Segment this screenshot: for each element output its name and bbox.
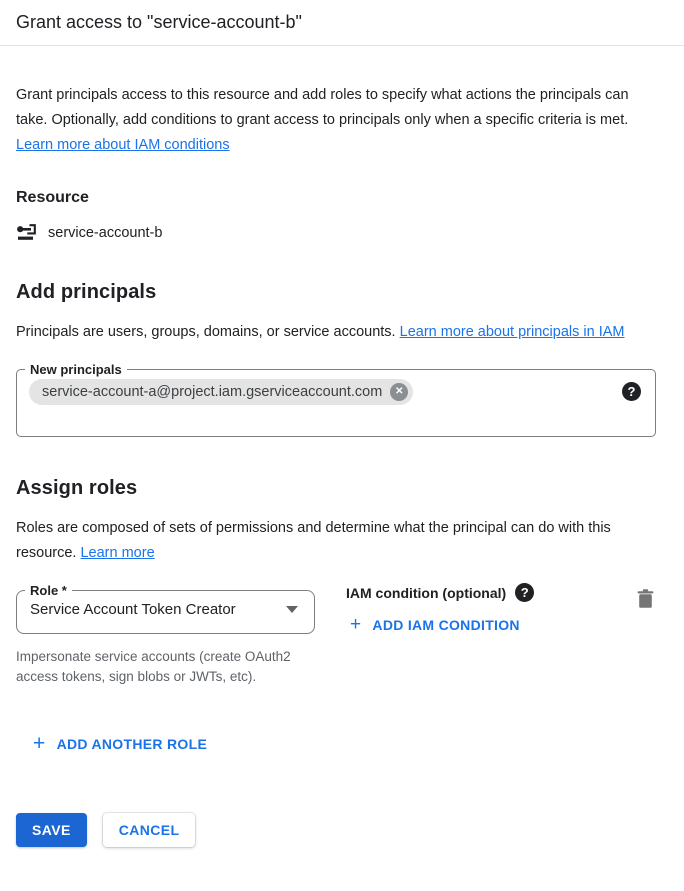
dialog-body xyxy=(0,83,684,847)
assign-roles-heading: Assign roles xyxy=(16,477,138,499)
plus-icon: + xyxy=(350,614,362,635)
add-principals-text: Principals are users, groups, domains, or service accounts. xyxy=(16,324,400,340)
learn-more-principals-link[interactable]: Learn more about principals in IAM xyxy=(399,324,625,340)
dialog-header xyxy=(0,0,684,46)
learn-more-roles-link[interactable]: Learn more xyxy=(80,545,155,561)
learn-more-iam-conditions-link[interactable]: Learn more about IAM conditions xyxy=(16,137,230,153)
cancel-button[interactable]: CANCEL xyxy=(103,813,196,847)
role-column xyxy=(16,583,315,687)
assign-roles-text: Roles are composed of sets of permissions and determine what the principal can do with this resource. xyxy=(16,520,611,561)
chevron-down-icon[interactable] xyxy=(286,606,298,613)
plus-icon: + xyxy=(33,732,46,755)
add-another-role-label: ADD ANOTHER ROLE xyxy=(56,735,208,752)
resource-row xyxy=(16,224,656,241)
add-iam-condition-label: ADD IAM CONDITION xyxy=(372,616,520,633)
trash-icon xyxy=(637,589,654,609)
service-account-icon xyxy=(16,224,37,241)
intro-paragraph xyxy=(16,83,656,158)
principals-help-icon[interactable]: ? xyxy=(622,382,641,401)
chip-remove-icon[interactable]: ✕ xyxy=(390,383,408,401)
role-selected-value: Service Account Token Creator xyxy=(30,601,236,618)
new-principals-label: New principals xyxy=(30,362,122,377)
delete-role-button[interactable] xyxy=(635,587,656,615)
add-another-role-button[interactable] xyxy=(33,733,207,754)
new-principals-field[interactable] xyxy=(16,362,656,437)
add-iam-condition-button[interactable] xyxy=(350,615,520,634)
iam-condition-column xyxy=(346,583,635,634)
dialog-title: Grant access to "service-account-b" xyxy=(16,12,302,32)
dialog-actions xyxy=(16,813,656,847)
iam-condition-help-icon[interactable]: ? xyxy=(515,583,534,602)
iam-condition-label: IAM condition (optional) xyxy=(346,584,507,601)
role-description: Impersonate service accounts (create OAuth2 access tokens, sign blobs or JWTs, etc). xyxy=(16,649,291,684)
principal-chip-label: service-account-a@project.iam.gserviceaccount.com xyxy=(42,384,383,400)
resource-name: service-account-b xyxy=(48,224,163,241)
assign-roles-description xyxy=(16,516,656,566)
intro-text: Grant principals access to this resource and add roles to specify what actions the principals can take. Optionally, add conditions to grant access to principals only when a specific criteria is met. xyxy=(16,87,629,128)
save-button[interactable]: SAVE xyxy=(16,813,87,847)
role-row xyxy=(16,583,656,687)
role-select[interactable] xyxy=(16,583,315,634)
resource-heading: Resource xyxy=(16,189,89,206)
role-field-label: Role * xyxy=(30,583,67,598)
principal-chip[interactable] xyxy=(29,379,413,405)
add-principals-heading: Add principals xyxy=(16,281,157,303)
add-principals-description xyxy=(16,320,656,345)
